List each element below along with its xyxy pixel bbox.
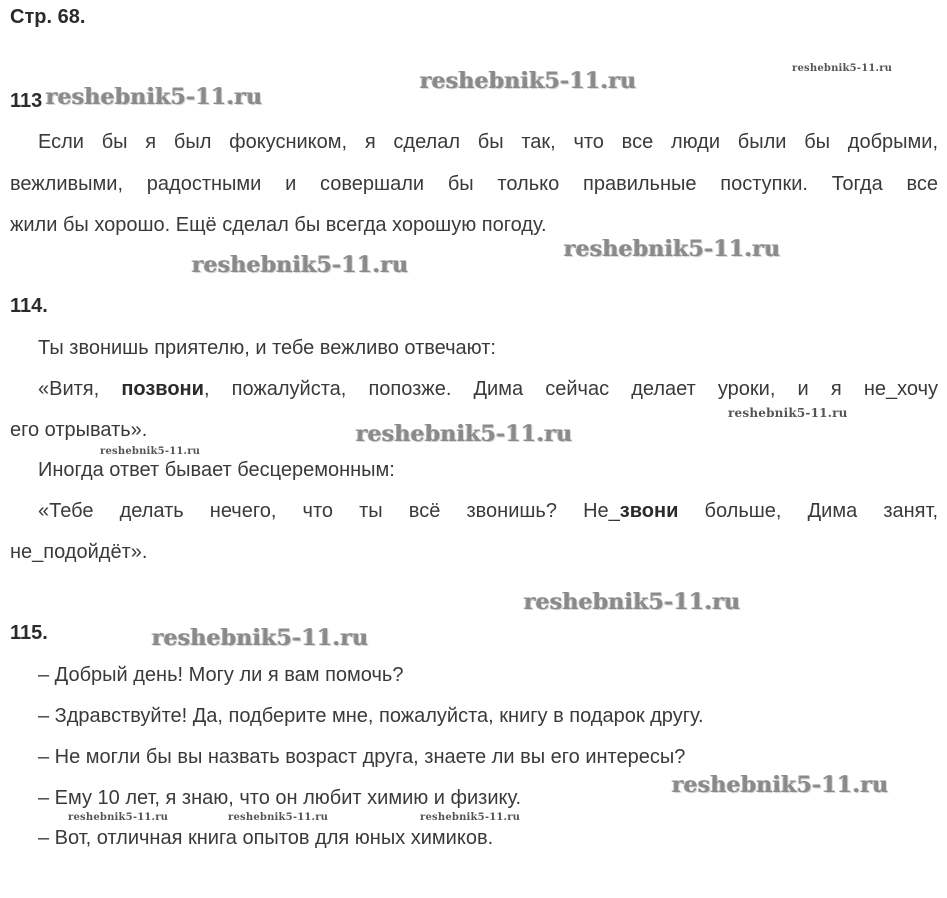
bold-word: позвони — [121, 378, 204, 400]
line-text: не_подойдёт». — [10, 541, 148, 563]
watermark: reshebnik5-11.ru — [46, 84, 263, 110]
watermark: reshebnik5-11.ru — [228, 812, 329, 823]
watermark: reshebnik5-11.ru — [672, 772, 889, 798]
dialogue-line: – Не могли бы вы назвать возраст друга, знаете ли вы его интересы? — [38, 746, 686, 768]
page-title: Стр. 68. — [10, 6, 86, 28]
dialogue-line: – Добрый день! Могу ли я вам помочь? — [38, 664, 404, 686]
watermark: reshebnik5-11.ru — [356, 421, 573, 447]
watermark: reshebnik5-11.ru — [420, 812, 521, 823]
dialogue-line: – Здравствуйте! Да, подберите мне, пожалуйста, книгу в подарок другу. — [38, 705, 704, 727]
line-text: «Витя, — [38, 378, 122, 400]
exercise-114-number: 114. — [10, 295, 48, 317]
exercise-113-line-1: Если бы я был фокусником, я сделал бы так, что все люди были бы добрыми, — [38, 131, 938, 153]
line-text: Иногда ответ бывает бесцеремонным: — [38, 459, 395, 481]
exercise-113-number: 113 — [10, 90, 43, 112]
line-text: , пожалуйста, попозже. Дима сейчас делает уроки, и я не_хочу — [203, 378, 938, 400]
line-text: Ты звонишь приятелю, и тебе вежливо отвечают: — [38, 337, 496, 359]
exercise-113-line-2: вежливыми, радостными и совершали бы только правильные поступки. Тогда все — [10, 173, 938, 195]
bold-word: звони — [619, 500, 679, 522]
exercise-115-number: 115. — [10, 622, 48, 644]
exercise-114-line-1 — [38, 336, 496, 360]
watermark: reshebnik5-11.ru — [792, 63, 893, 74]
watermark: reshebnik5-11.ru — [100, 446, 201, 457]
line-text: «Тебе делать нечего, что ты всё звонишь? Не_ — [38, 500, 620, 522]
exercise-114-line-2 — [38, 377, 938, 401]
watermark: reshebnik5-11.ru — [728, 406, 848, 420]
exercise-113-line-3: жили бы хорошо. Ещё сделал бы всегда хорошую погоду. — [10, 214, 547, 236]
exercise-114-line-3 — [10, 418, 147, 442]
watermark: reshebnik5-11.ru — [420, 68, 637, 94]
dialogue-line: – Ему 10 лет, я знаю, что он любит химию и физику. — [38, 787, 522, 809]
line-text: его отрывать». — [10, 419, 148, 441]
exercise-114-line-4 — [38, 458, 395, 482]
dialogue-line: – Вот, отличная книга опытов для юных химиков. — [38, 827, 494, 849]
exercise-114-line-5 — [38, 499, 938, 523]
line-text: больше, Дима занят, — [678, 500, 938, 522]
exercise-114-line-6 — [10, 540, 147, 564]
watermark: reshebnik5-11.ru — [68, 812, 169, 823]
watermark: reshebnik5-11.ru — [524, 589, 741, 615]
watermark: reshebnik5-11.ru — [192, 252, 409, 278]
watermark: reshebnik5-11.ru — [564, 236, 781, 262]
watermark: reshebnik5-11.ru — [152, 625, 369, 651]
